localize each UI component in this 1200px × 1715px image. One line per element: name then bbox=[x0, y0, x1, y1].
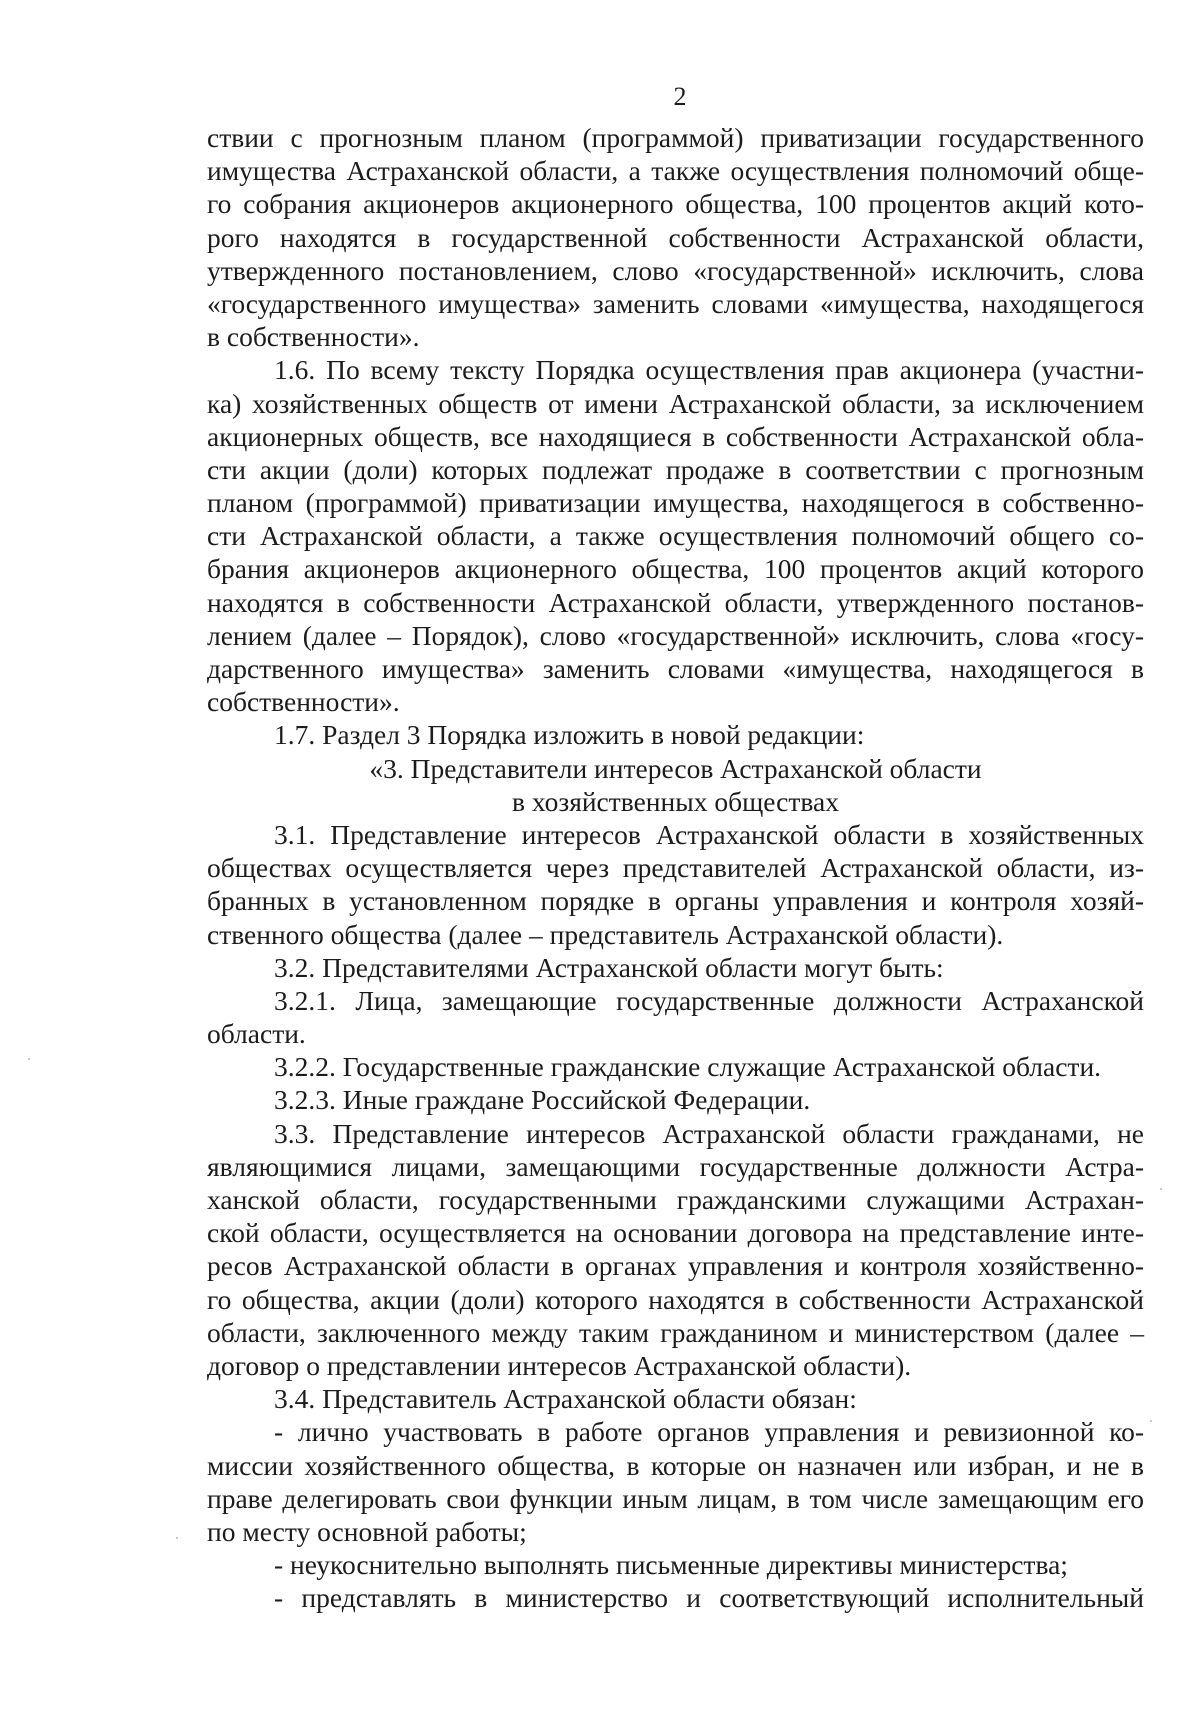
paragraph bbox=[207, 1581, 1144, 1614]
paragraph bbox=[207, 121, 1144, 353]
text-line: в собственности». bbox=[207, 321, 420, 353]
text-line: праве делегировать свои функции иным лицам, в том числе замещающим его bbox=[207, 1482, 1144, 1514]
text-line: го общества, акции (доли) которого находятся в собственности Астраханской bbox=[207, 1283, 1144, 1315]
text-line: бранных в установленном порядке в органы управления и контроля хозяй- bbox=[207, 885, 1144, 917]
text-line: планом (программой) приватизации имущества, находящегося в собственно- bbox=[207, 487, 1144, 519]
text-line: договор о представлении интересов Астраханской области). bbox=[207, 1349, 912, 1381]
text-line: 3.4. Представитель Астраханской области обязан: bbox=[274, 1383, 857, 1415]
text-line: области, заключенного между таким гражданином и министерством (далее – bbox=[207, 1316, 1144, 1348]
document-body bbox=[207, 121, 1144, 1614]
text-line: 3.1. Представление интересов Астраханской области в хозяйственных bbox=[274, 818, 1144, 850]
text-line: находятся в собственности Астраханской области, утвержденного постанов- bbox=[207, 586, 1144, 618]
text-line: 1.7. Раздел 3 Порядка изложить в новой редакции: bbox=[274, 719, 865, 751]
scan-speck bbox=[28, 1058, 30, 1060]
text-line: - неукоснительно выполнять письменные директивы министерства; bbox=[274, 1549, 1068, 1581]
text-line: сти акции (доли) которых подлежат продаже в соответствии с прогнозным bbox=[207, 453, 1144, 485]
text-line: - представлять в министерство и соответствующий исполнительный bbox=[274, 1582, 1144, 1614]
paragraph bbox=[207, 1415, 1144, 1548]
paragraph bbox=[207, 752, 1144, 818]
scan-speck bbox=[1150, 1420, 1152, 1422]
text-line: ской области, осуществляется на основании договора на представление инте- bbox=[207, 1217, 1144, 1249]
paragraph bbox=[207, 353, 1144, 718]
paragraph bbox=[207, 1050, 1144, 1083]
scan-speck bbox=[176, 1537, 178, 1539]
text-line: дарственного имущества» заменить словами «имущества, находящегося в bbox=[207, 653, 1144, 684]
text-line: 1.6. По всему тексту Порядка осуществления прав акционера (участни- bbox=[274, 354, 1144, 386]
text-line: ственного общества (далее – представитель Астраханской области). bbox=[207, 918, 1004, 950]
paragraph bbox=[207, 1548, 1144, 1581]
text-line: 3.3. Представление интересов Астраханской области гражданами, не bbox=[274, 1117, 1144, 1149]
paragraph bbox=[207, 984, 1144, 1050]
paragraph bbox=[207, 1382, 1144, 1415]
paragraph bbox=[207, 1083, 1144, 1116]
text-line: 3.2.1. Лица, замещающие государственные должности Астраханской bbox=[274, 984, 1144, 1016]
text-line: обществах осуществляется через представителей Астраханской области, из- bbox=[207, 852, 1144, 884]
text-line: ствии с прогнозным планом (программой) приватизации государственного bbox=[207, 122, 1144, 153]
text-line: рого находятся в государственной собственности Астраханской области, bbox=[207, 221, 1144, 253]
text-line: го собрания акционеров акционерного общества, 100 процентов акций кото- bbox=[207, 188, 1144, 220]
text-line: - лично участвовать в работе органов управления и ревизионной ко- bbox=[274, 1416, 1144, 1448]
text-line: ханской области, государственными гражданскими служащими Астрахан- bbox=[207, 1184, 1144, 1215]
paragraph bbox=[207, 1117, 1144, 1383]
text-line: являющимися лицами, замещающими государственные должности Астра- bbox=[207, 1150, 1144, 1182]
text-line: по месту основной работы; bbox=[207, 1515, 527, 1547]
page-number: 2 bbox=[673, 82, 687, 111]
text-line: «3. Представители интересов Астраханской области bbox=[369, 752, 982, 784]
text-line: сти Астраханской области, а также осуществления полномочий общего со- bbox=[207, 520, 1144, 552]
text-line: лением (далее – Порядок), слово «государственной» исключить, слова «госу- bbox=[207, 619, 1144, 651]
text-line: миссии хозяйственного общества, в которые он назначен или избран, и не в bbox=[207, 1449, 1144, 1481]
paragraph bbox=[207, 818, 1144, 951]
text-line: имущества Астраханской области, а также осуществления полномочий обще- bbox=[207, 155, 1144, 187]
text-line: брания акционеров акционерного общества, 100 процентов акций которого bbox=[207, 553, 1144, 585]
text-line: области. bbox=[207, 1018, 306, 1050]
paragraph bbox=[207, 951, 1144, 984]
text-line: ресов Астраханской области в органах управления и контроля хозяйственно- bbox=[207, 1250, 1144, 1282]
text-line: собственности». bbox=[207, 686, 400, 718]
paragraph bbox=[207, 718, 1144, 751]
text-line: в хозяйственных обществах bbox=[512, 785, 839, 817]
text-line: утвержденного постановлением, слово «государственной» исключить, слова bbox=[207, 254, 1144, 286]
text-line: ка) хозяйственных обществ от имени Астраханской области, за исключением bbox=[207, 387, 1144, 419]
text-line: «государственного имущества» заменить словами «имущества, находящегося bbox=[207, 287, 1144, 319]
text-line: 3.2.2. Государственные гражданские служащие Астраханской области. bbox=[274, 1051, 1102, 1083]
text-line: 3.2.3. Иные граждане Российской Федерации. bbox=[274, 1084, 811, 1116]
scan-speck bbox=[1160, 1188, 1162, 1190]
text-line: акционерных обществ, все находящиеся в собственности Астраханской обла- bbox=[207, 420, 1144, 452]
text-line: 3.2. Представителями Астраханской области могут быть: bbox=[274, 951, 944, 983]
